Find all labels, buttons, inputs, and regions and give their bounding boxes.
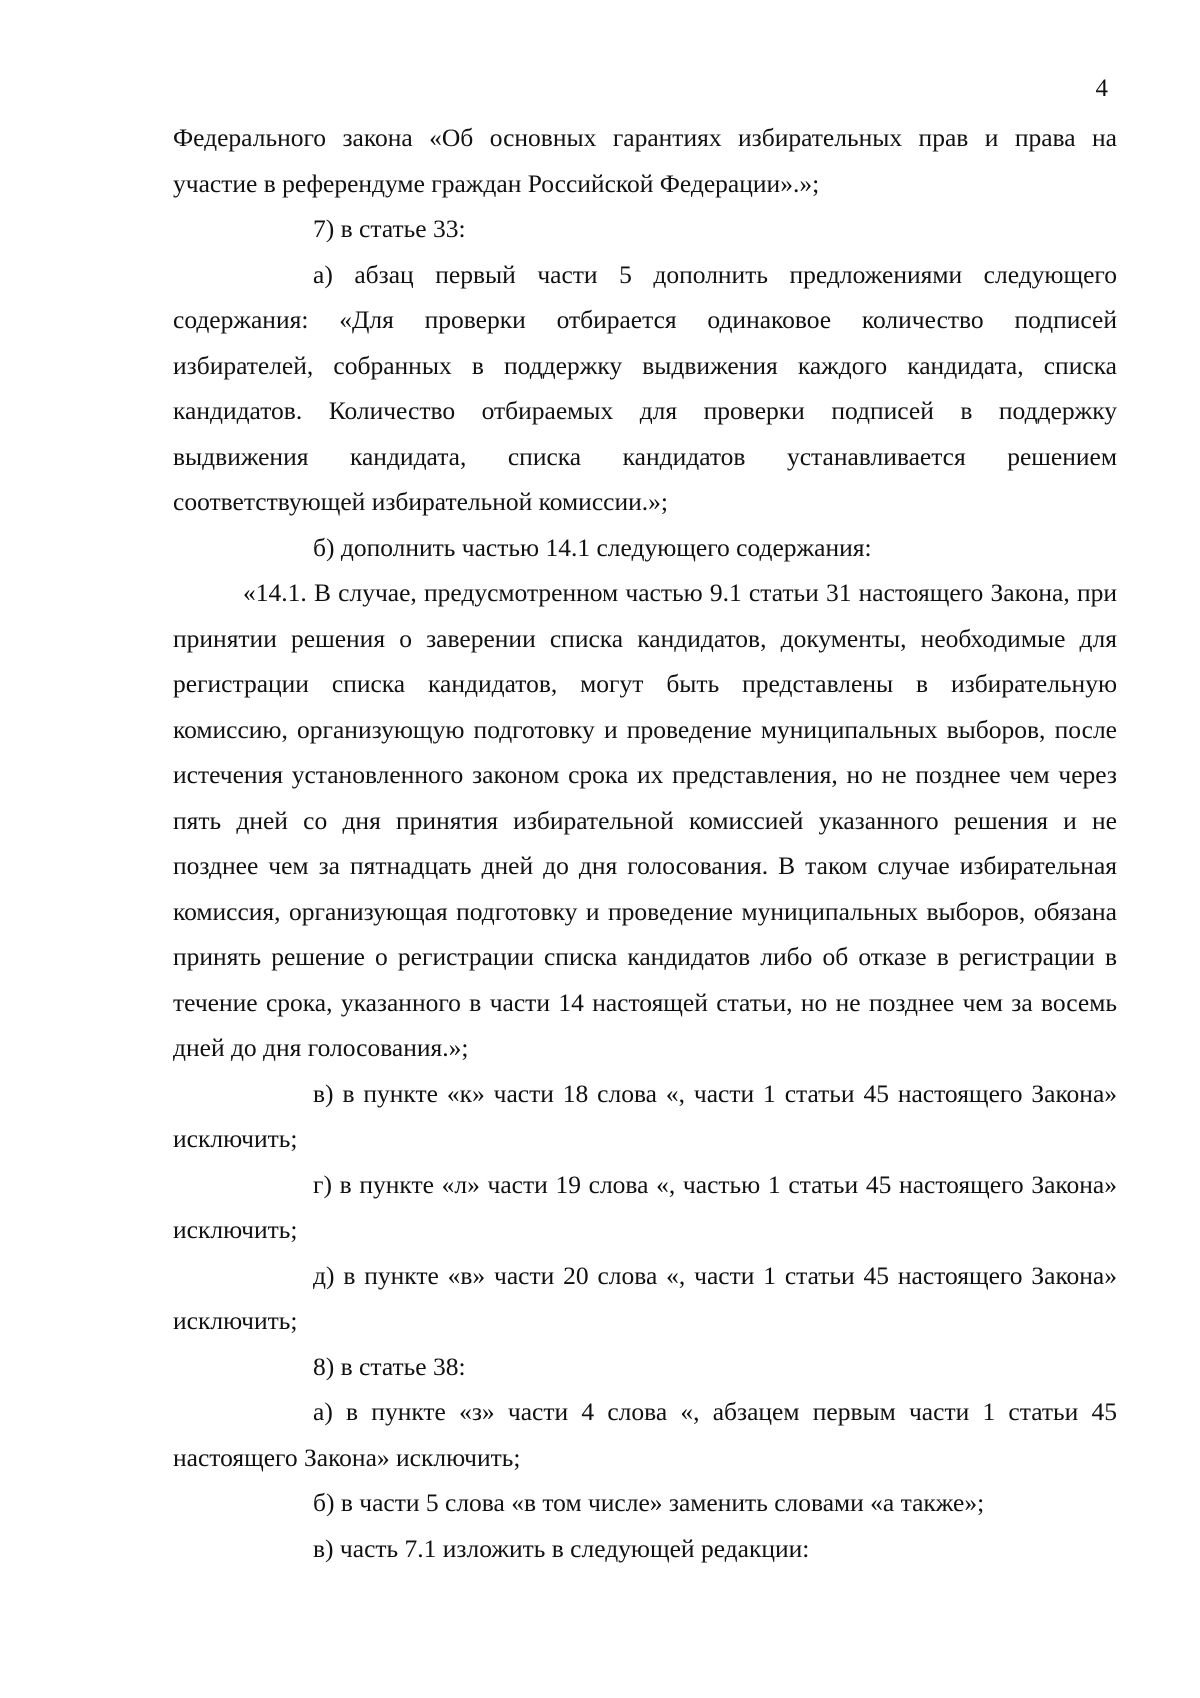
list-item-marker: 8) [313,1351,335,1381]
list-item-marker: а) [313,259,333,289]
list-item-marker: г) [313,1169,332,1199]
list-item-text: часть 7.1 изложить в следующей редакции: [339,1533,810,1563]
list-item-marker: б) [313,532,335,562]
list-item [173,1480,1117,1526]
list-item [173,1253,1117,1344]
list-item-text: в пункте «в» части 20 слова «, части 1 статьи 45 настоящего Закона» исключить; [173,1260,1117,1335]
list-item-marker: 7) [313,214,335,243]
list-item-marker: д) [313,1260,335,1290]
list-item-marker: б) [313,1488,335,1517]
list-item [173,1389,1117,1480]
list-item-marker: в) [313,1078,334,1108]
list-item-text: в части 5 слова «в том числе» заменить словами «а также»; [340,1488,985,1517]
list-item [173,252,1117,525]
list-item-text: абзац первый части 5 дополнить предложениями следующего содержания: «Для проверки отбирается одинаковое количество подписей избирателей, собранных в поддержку выдвижения каждого кандидата, списка кандидатов. Количество отбираемых для проверки подписей в поддержку выдвижения кандидата, списка кандидатов устанавливается решением соответствующей избирательной комиссии.»; [173,259,1117,516]
list-item-marker: в) [313,1533,334,1563]
paragraph-text: «14.1. В случае, предусмотренном частью 9.1 статьи 31 настоящего Закона, при принятии решения о заверении списка кандидатов, документы, необходимые для регистрации списка кандидатов, могут быть представлены в избирательную комиссию, организующую подготовку и проведение муниципальных выборов, после истечения установленного законом срока их представления, но не позднее чем через пять дней со дня принятия избирательной комиссией указанного решения и не позднее чем за пятнадцать дней до дня голосования. В таком случае избирательная комиссия, организующая подготовку и проведение муниципальных выборов, обязана принять решение о регистрации списка кандидатов либо об отказе в регистрации в течение срока, указанного в части 14 настоящей статьи, но не позднее чем за восемь дней до дня голосования.»; [173,578,1117,1062]
list-item-text: в пункте «к» части 18 слова «, части 1 статьи 45 настоящего Закона» исключить; [173,1078,1118,1153]
page-number: 4 [1095,75,1108,102]
list-item-text: в статье 33: [340,214,466,243]
list-item [173,1071,1117,1162]
list-item [173,206,1117,252]
paragraph [173,115,1117,206]
list-item [173,525,1117,571]
list-item [173,1344,1117,1390]
list-item-marker: а) [313,1397,333,1426]
list-item [173,1526,1117,1572]
paragraph-text: Федерального закона «Об основных гарантиях избирательных прав и права на участие в референдуме граждан Российской Федерации».»; [173,123,1117,198]
document-body [173,115,1117,1571]
list-item [173,1162,1117,1253]
list-item-text: в пункте «з» части 4 слова «, абзацем первым части 1 статьи 45 настоящего Закона» исключить; [173,1397,1118,1472]
list-item-text: дополнить частью 14.1 следующего содержания: [340,532,872,562]
list-item-text: в статье 38: [340,1351,466,1381]
quoted-paragraph [173,570,1117,1071]
list-item-text: в пункте «л» части 19 слова «, частью 1 статьи 45 настоящего Закона» исключить; [173,1169,1117,1244]
